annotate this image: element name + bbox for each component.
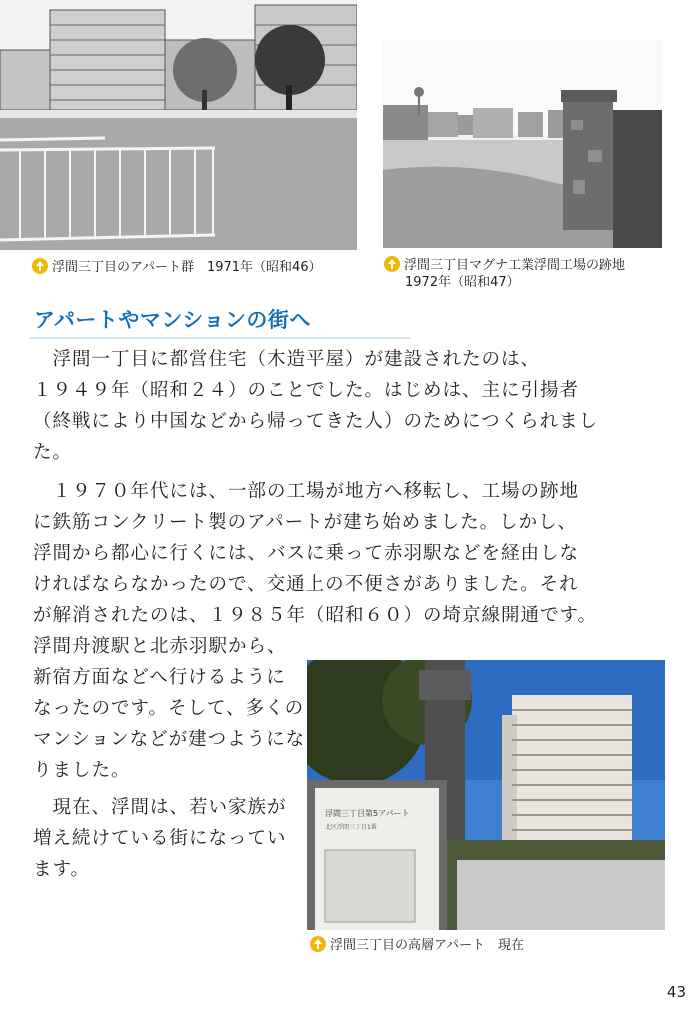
caption-text: 浮間三丁目のアパート群 1971年（昭和46）: [52, 260, 322, 275]
caption-factory-site-1972: [384, 256, 625, 291]
body-line: 増え続けている街になってい: [33, 828, 287, 849]
body-line: 浮間から都心に行くには、バスに乗って赤羽駅などを経由しな: [33, 543, 580, 564]
body-line: 現在、浮間は、若い家族が: [33, 797, 287, 818]
body-line: なったのです。そして、多くの: [33, 698, 305, 719]
body-line: １９７０年代には、一部の工場が地方へ移転し、工場の跡地: [33, 481, 580, 502]
body-line: 浮間舟渡駅と北赤羽駅から、: [33, 636, 287, 657]
arrow-up-icon: [310, 936, 326, 952]
body-line: １９４９年（昭和２４）のことでした。はじめは、主に引揚者: [33, 380, 580, 401]
arrow-up-icon: [384, 256, 400, 272]
body-line: が解消されたのは、１９８５年（昭和６０）の埼京線開通です。: [33, 605, 598, 626]
body-line: マンションなどが建つようにな: [33, 729, 306, 750]
body-line: に鉄筋コンクリート製のアパートが建ち始めました。しかし、: [33, 512, 578, 533]
caption-highrise-now: [310, 936, 524, 954]
photo-apartments-1971: [0, 0, 357, 250]
body-line: ければならなかったので、交通上の不便さがありました。それ: [33, 574, 579, 595]
body-line: 浮間一丁目に都営住宅（木造平屋）が建設されたのは、: [33, 349, 541, 370]
section-heading: アパートやマンションの街へ: [34, 308, 311, 332]
body-line: 新宿方面などへ行けるように: [33, 667, 286, 688]
arrow-up-icon: [32, 258, 48, 274]
page-number: 43: [666, 983, 686, 1001]
body-line: （終戦により中国などから帰ってきた人）のためにつくられまし: [33, 411, 599, 432]
body-line: りました。: [33, 760, 131, 781]
body-line: た。: [33, 442, 73, 463]
heading-underline: [30, 337, 410, 339]
caption-text: 浮間三丁目の高層アパート 現在: [330, 938, 524, 953]
sign-title: 浮間三丁目第5アパート: [325, 809, 410, 818]
body-line: ます。: [33, 859, 91, 880]
sign-address: 北区浮間三丁目1番: [325, 824, 377, 831]
caption-line-1: 浮間三丁目マグナ工業浮間工場の跡地: [404, 258, 626, 273]
photo-highrise-now: [307, 660, 665, 930]
photo-factory-site-1972: [383, 40, 662, 248]
caption-apartments-1971: [32, 258, 322, 276]
caption-line-2: 1972年（昭和47）: [405, 275, 520, 290]
